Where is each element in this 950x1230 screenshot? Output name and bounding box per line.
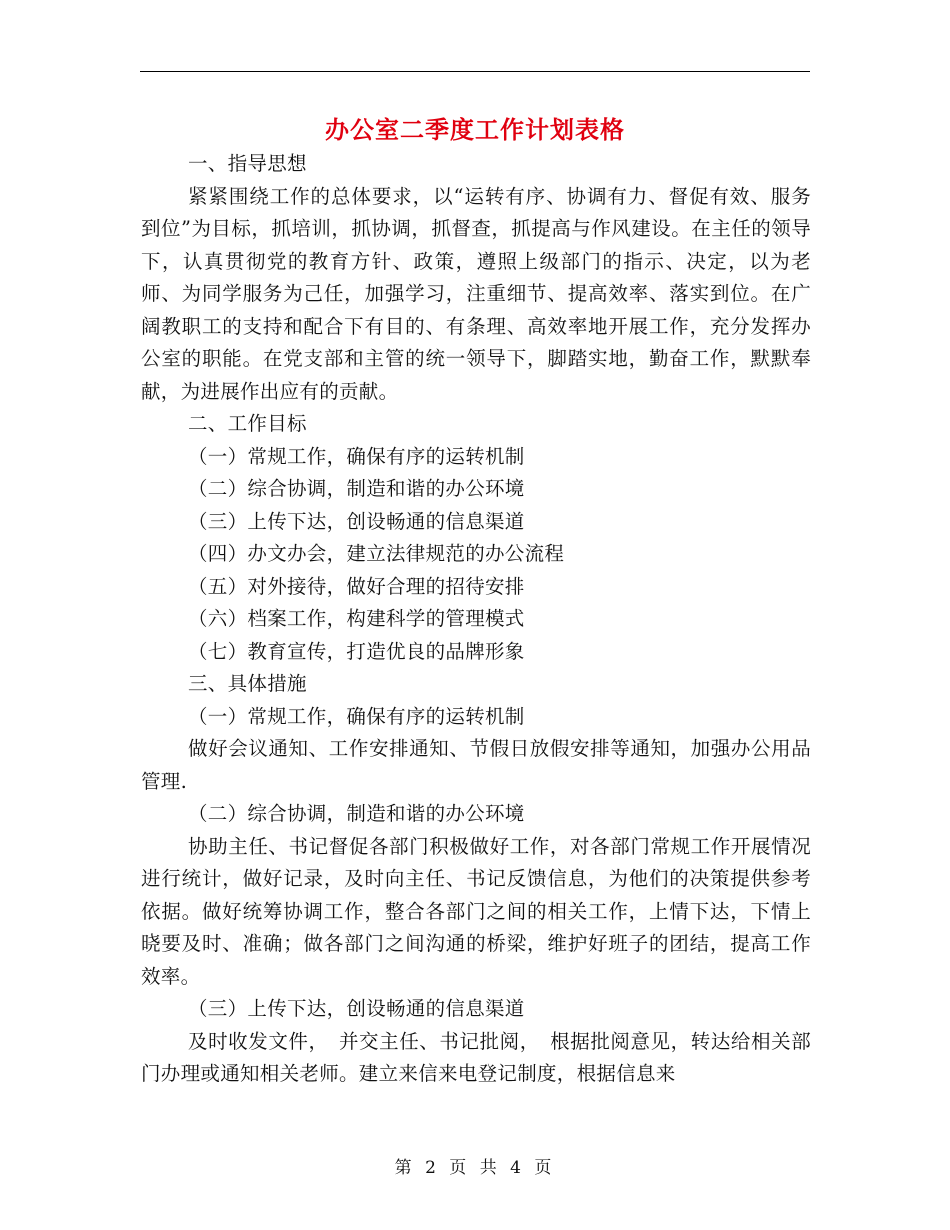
document-title: 办公室二季度工作计划表格 xyxy=(325,115,625,144)
header-rule xyxy=(140,71,810,72)
goal-list-item: （二）综合协调，制造和谐的办公环境 xyxy=(188,477,525,500)
measure-paragraph: 做好会议通知、工作安排通知、节假日放假安排等通知，加强办公用品管理. xyxy=(141,737,811,793)
measure-subheading: （三）上传下达，创设畅通的信息渠道 xyxy=(188,997,525,1020)
measure-paragraph: 协助主任、书记督促各部门积极做好工作，对各部门常规工作开展情况进行统计，做好记录，及时向主任、书记反馈信息，为他们的决策提供参考依据。做好统筹协调工作，整合各部门之间的相关工作，上情下达，下情上晓要及时、准确；做各部门之间沟通的桥梁，维护好班子的团结，提高工作效率。 xyxy=(141,834,811,988)
goal-list-item: （一）常规工作，确保有序的运转机制 xyxy=(188,444,525,468)
section-heading-work-goals: 二、工作目标 xyxy=(188,412,307,435)
document-body xyxy=(141,148,811,1091)
goal-list-item: （四）办文办会，建立法律规范的办公流程 xyxy=(188,542,565,565)
section-heading-measures: 三、具体措施 xyxy=(188,672,307,695)
section-heading-guiding-ideology: 一、指导思想 xyxy=(188,152,307,175)
measure-subheading: （二）综合协调，制造和谐的办公环境 xyxy=(188,802,525,825)
section-paragraph-guiding-ideology: 紧紧围绕工作的总体要求，以“运转有序、协调有力、督促有效、服务到位”为目标，抓培训，抓协调，抓督查，抓提高与作风建设。在主任的领导下，认真贯彻党的教育方针、政策，遵照上级部门的指示、决定，以为老师、为同学服务为己任，加强学习，注重细节、提高效率、落实到位。在广阔教职工的支持和配合下有目的、有条理、高效率地开展工作，充分发挥办公室的职能。在党支部和主管的统一领导下，脚踏实地，勤奋工作，默默奉献，为进展作出应有的贡献。 xyxy=(141,184,811,403)
goal-list-item: （三）上传下达，创设畅通的信息渠道 xyxy=(188,509,525,533)
measure-paragraph: 及时收发文件， 并交主任、书记批阅， 根据批阅意见，转达给相关部门办理或通知相关老师。建立来信来电登记制度，根据信息来 xyxy=(141,1029,811,1085)
goal-list-item: （六）档案工作，构建科学的管理模式 xyxy=(188,607,525,630)
goal-list-item: （五）对外接待，做好合理的招待安排 xyxy=(188,574,525,598)
measure-subheading: （一）常规工作，确保有序的运转机制 xyxy=(188,704,525,728)
page-number-footer: 第 2 页 共 4 页 xyxy=(394,1158,556,1178)
goal-list-item: （七）教育宣传，打造优良的品牌形象 xyxy=(188,639,525,663)
